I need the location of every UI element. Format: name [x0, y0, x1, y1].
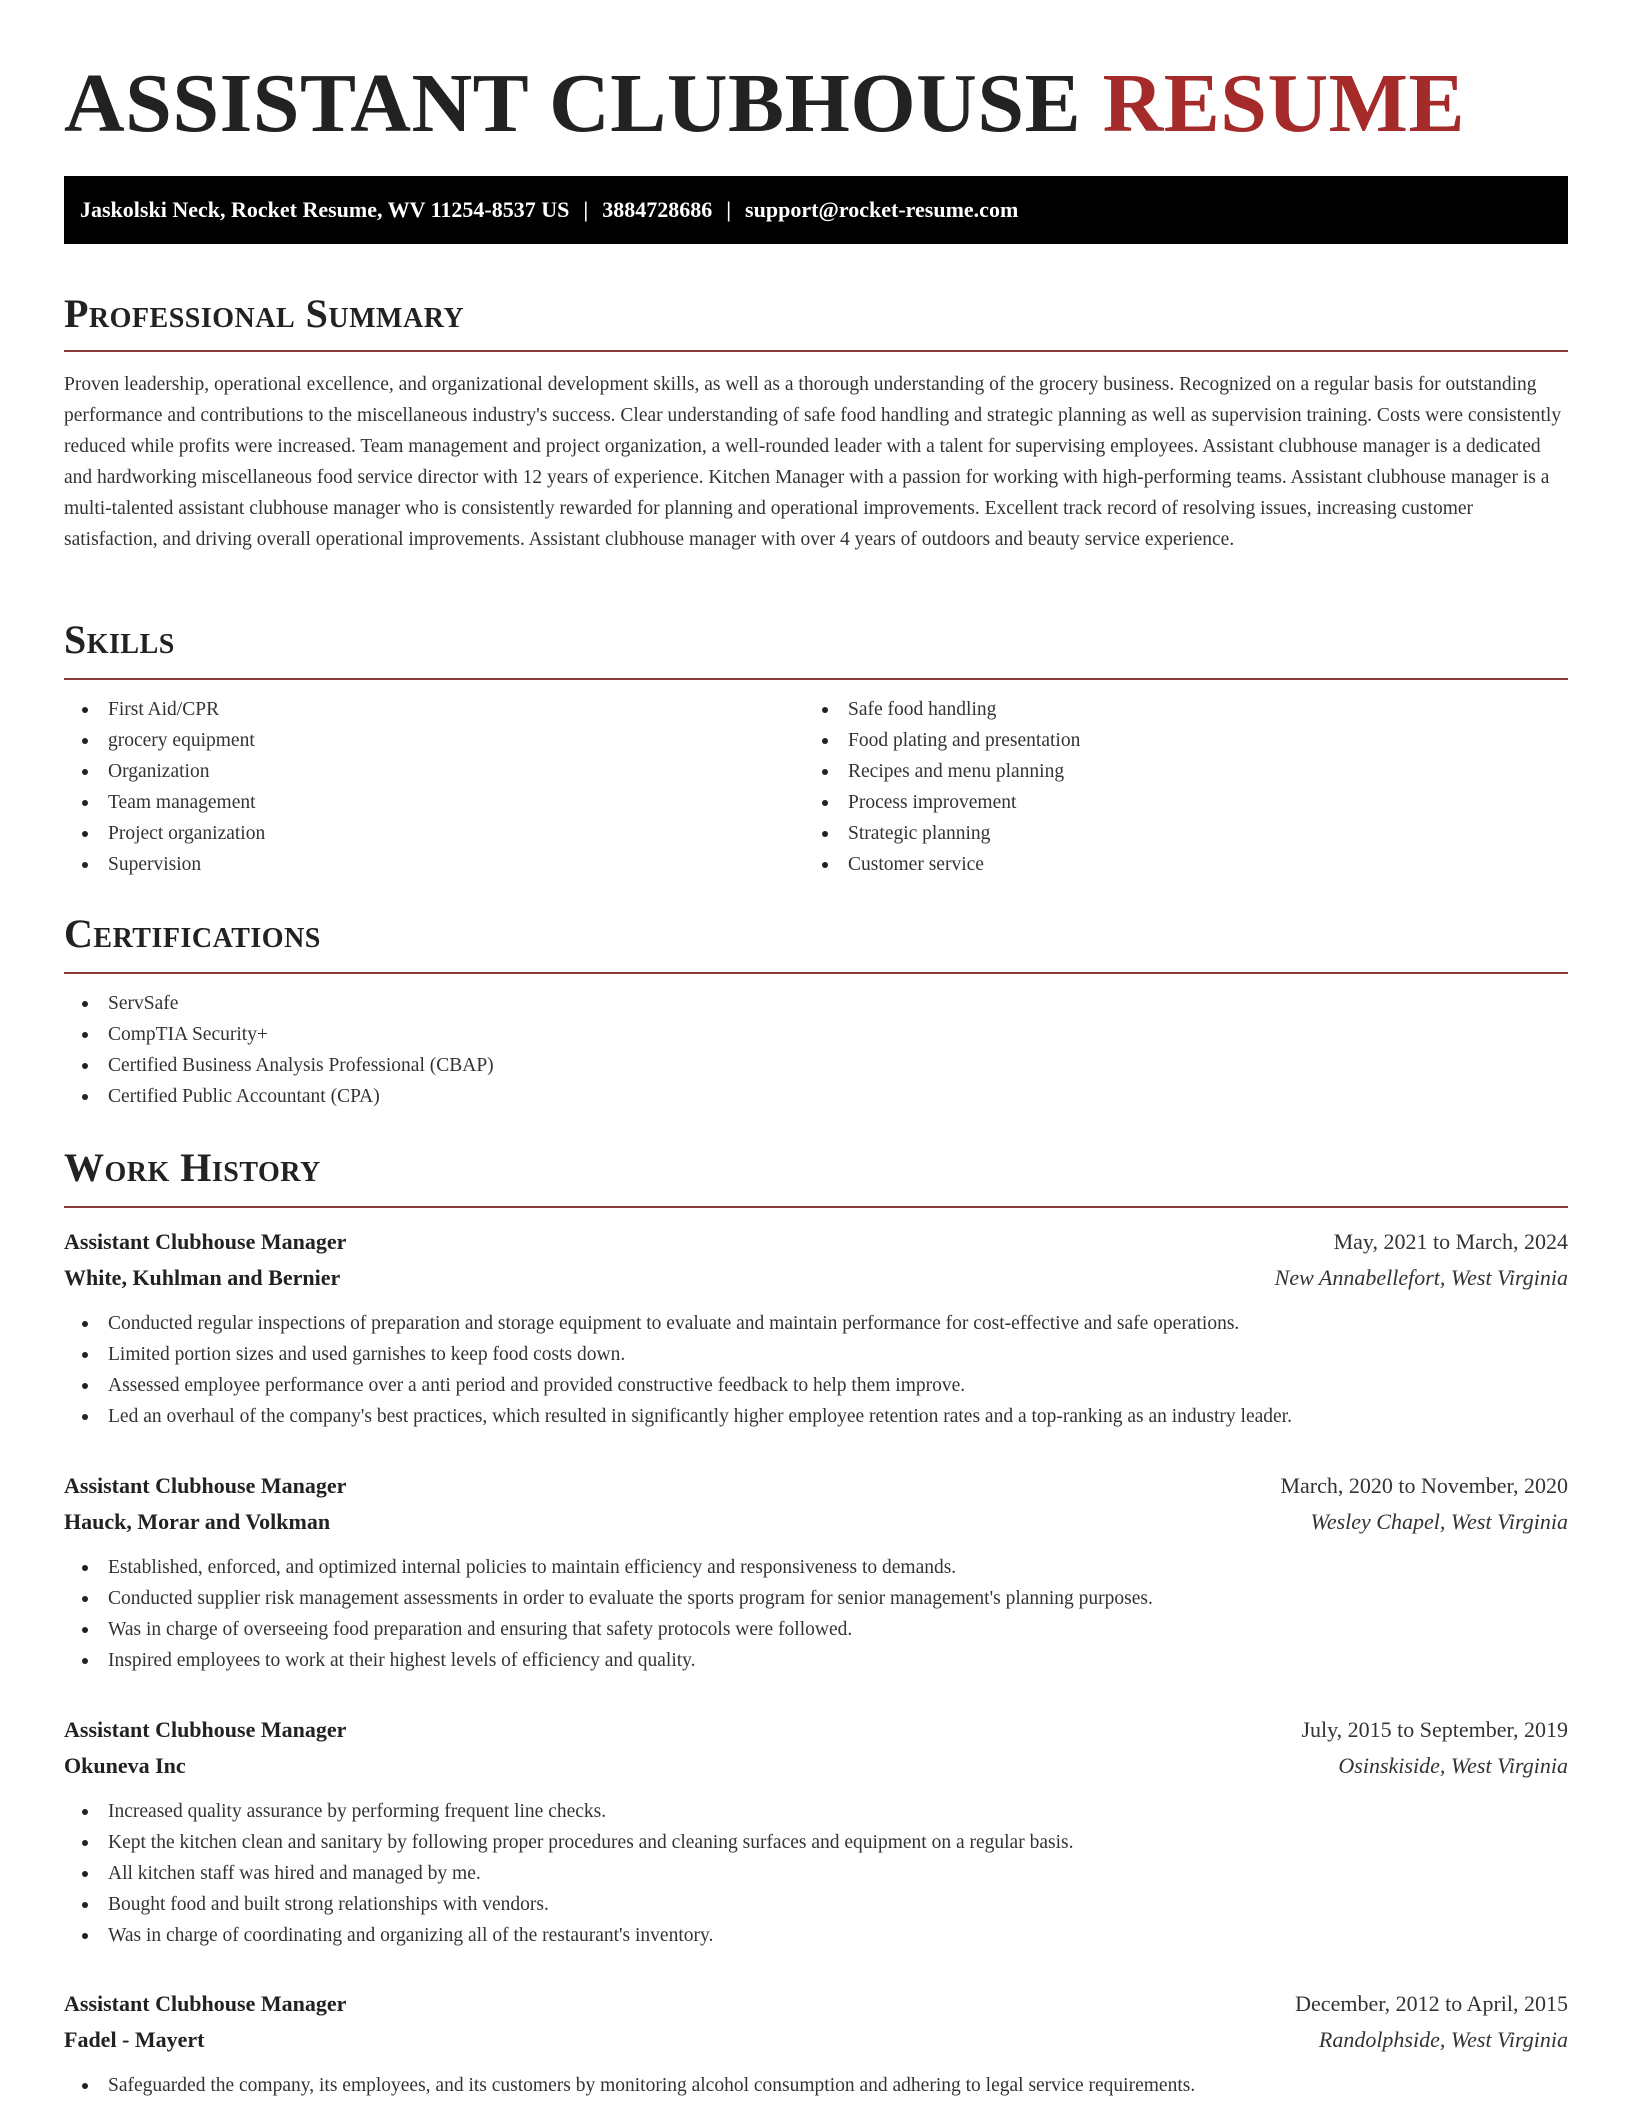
job-entry: [64, 1224, 1568, 1432]
certifications-heading: Certifications: [64, 902, 1568, 974]
job-company: Hauck, Morar and Volkman: [64, 1509, 331, 1534]
certification-item: Certified Business Analysis Professional (CBAP): [64, 1050, 494, 1081]
work-history-heading: Work History: [64, 1136, 1568, 1208]
contact-separator: |: [583, 197, 589, 222]
skill-item: Strategic planning: [804, 818, 1544, 849]
certifications-list: [64, 988, 494, 1112]
skills-column-right: [804, 694, 1544, 880]
skill-item: grocery equipment: [64, 725, 804, 756]
job-duty: Conducted supplier risk management assessments in order to evaluate the sports program for senior management's planning purposes.: [64, 1583, 1568, 1614]
job-duty: Assessed employee performance over a anti period and provided constructive feedback to help them improve.: [64, 1370, 1568, 1401]
job-dates: March, 2020 to November, 2020: [1280, 1473, 1568, 1498]
skill-item: First Aid/CPR: [64, 694, 804, 725]
summary-heading: Professional Summary: [64, 284, 1568, 352]
job-duties: [64, 2070, 1568, 2101]
job-title: Assistant Clubhouse Manager: [64, 1991, 347, 2016]
summary-text: Proven leadership, operational excellence, and organizational development skills, as well as a thorough understanding of the grocery business. Recognized on a regular basis for outstanding performance and contributions to the miscellaneous industry's success. Clear understanding of safe food handling and strategic planning as well as supervision training. Costs were consistently reduced while profits were increased. Team management and project organization, a well-rounded leader with a talent for supervising employees. Assistant clubhouse manager is a dedicated and hardworking miscellaneous food service director with 12 years of experience. Kitchen Manager with a passion for working with high-performing teams. Assistant clubhouse manager is a multi-talented assistant clubhouse manager who is consistently rewarded for planning and operational improvements. Excellent track record of resolving issues, increasing customer satisfaction, and driving overall operational improvements. Assistant clubhouse manager with over 4 years of outdoors and beauty service experience.: [64, 374, 1562, 550]
job-dates: December, 2012 to April, 2015: [1295, 1991, 1568, 2016]
job-title: Assistant Clubhouse Manager: [64, 1473, 347, 1498]
skills-column-left: [64, 694, 804, 880]
title-accent: RESUME: [1102, 57, 1465, 150]
job-title: Assistant Clubhouse Manager: [64, 1229, 347, 1254]
job-dates: May, 2021 to March, 2024: [1333, 1229, 1568, 1254]
job-duties: [64, 1796, 1568, 1951]
job-duties: [64, 1308, 1568, 1432]
job-duty: Limited portion sizes and used garnishes to keep food costs down.: [64, 1339, 1568, 1370]
skill-item: Process improvement: [804, 787, 1544, 818]
certification-item: Certified Public Accountant (CPA): [64, 1081, 494, 1112]
job-entry: [64, 1986, 1568, 2101]
job-duties: [64, 1552, 1568, 1676]
job-location: Wesley Chapel, West Virginia: [1310, 1509, 1568, 1534]
job-title: Assistant Clubhouse Manager: [64, 1717, 347, 1742]
resume-title: [64, 56, 1465, 152]
skill-item: Supervision: [64, 849, 804, 880]
job-location: Osinskiside, West Virginia: [1338, 1753, 1568, 1778]
job-duty: All kitchen staff was hired and managed by me.: [64, 1858, 1568, 1889]
job-title-row: [64, 1986, 1568, 2022]
contact-bar: [64, 176, 1568, 244]
job-dates: July, 2015 to September, 2019: [1301, 1717, 1568, 1742]
job-location: New Annabellefort, West Virginia: [1274, 1265, 1568, 1290]
job-company-row: [64, 1504, 1568, 1540]
skills-heading: Skills: [64, 608, 1568, 680]
skill-item: Customer service: [804, 849, 1544, 880]
contact-address: Jaskolski Neck, Rocket Resume, WV 11254-8537 US: [80, 197, 570, 222]
job-title-row: [64, 1224, 1568, 1260]
job-duty: Bought food and built strong relationships with vendors.: [64, 1889, 1568, 1920]
job-entry: [64, 1468, 1568, 1676]
job-company: Fadel - Mayert: [64, 2027, 205, 2052]
job-company-row: [64, 2022, 1568, 2058]
job-location: Randolphside, West Virginia: [1318, 2027, 1568, 2052]
job-entry: [64, 1712, 1568, 1951]
title-main: ASSISTANT CLUBHOUSE: [64, 57, 1082, 150]
contact-phone: 3884728686: [602, 197, 713, 222]
skill-item: Project organization: [64, 818, 804, 849]
skill-item: Food plating and presentation: [804, 725, 1544, 756]
job-duty: Inspired employees to work at their highest levels of efficiency and quality.: [64, 1645, 1568, 1676]
job-company: Okuneva Inc: [64, 1753, 186, 1778]
job-duty: Established, enforced, and optimized internal policies to maintain efficiency and responsiveness to demands.: [64, 1552, 1568, 1583]
skill-item: Team management: [64, 787, 804, 818]
job-duty: Led an overhaul of the company's best practices, which resulted in significantly higher employee retention rates and a top-ranking as an industry leader.: [64, 1401, 1568, 1432]
contact-separator: |: [726, 197, 732, 222]
job-title-row: [64, 1712, 1568, 1748]
skills-list-left: [64, 694, 804, 880]
job-company: White, Kuhlman and Bernier: [64, 1265, 341, 1290]
job-duty: Kept the kitchen clean and sanitary by following proper procedures and cleaning surfaces and equipment on a regular basis.: [64, 1827, 1568, 1858]
certification-item: CompTIA Security+: [64, 1019, 494, 1050]
job-duty: Was in charge of coordinating and organizing all of the restaurant's inventory.: [64, 1920, 1568, 1951]
job-company-row: [64, 1748, 1568, 1784]
certification-item: ServSafe: [64, 988, 494, 1019]
job-duty: Increased quality assurance by performing frequent line checks.: [64, 1796, 1568, 1827]
skill-item: Safe food handling: [804, 694, 1544, 725]
skill-item: Recipes and menu planning: [804, 756, 1544, 787]
contact-email: support@rocket-resume.com: [745, 197, 1019, 222]
job-company-row: [64, 1260, 1568, 1296]
job-duty: Was in charge of overseeing food preparation and ensuring that safety protocols were followed.: [64, 1614, 1568, 1645]
skills-list-right: [804, 694, 1544, 880]
job-duty: Conducted regular inspections of preparation and storage equipment to evaluate and maintain performance for cost-effective and safe operations.: [64, 1308, 1568, 1339]
job-duty: Safeguarded the company, its employees, and its customers by monitoring alcohol consumption and adhering to legal service requirements.: [64, 2070, 1568, 2101]
skill-item: Organization: [64, 756, 804, 787]
job-title-row: [64, 1468, 1568, 1504]
